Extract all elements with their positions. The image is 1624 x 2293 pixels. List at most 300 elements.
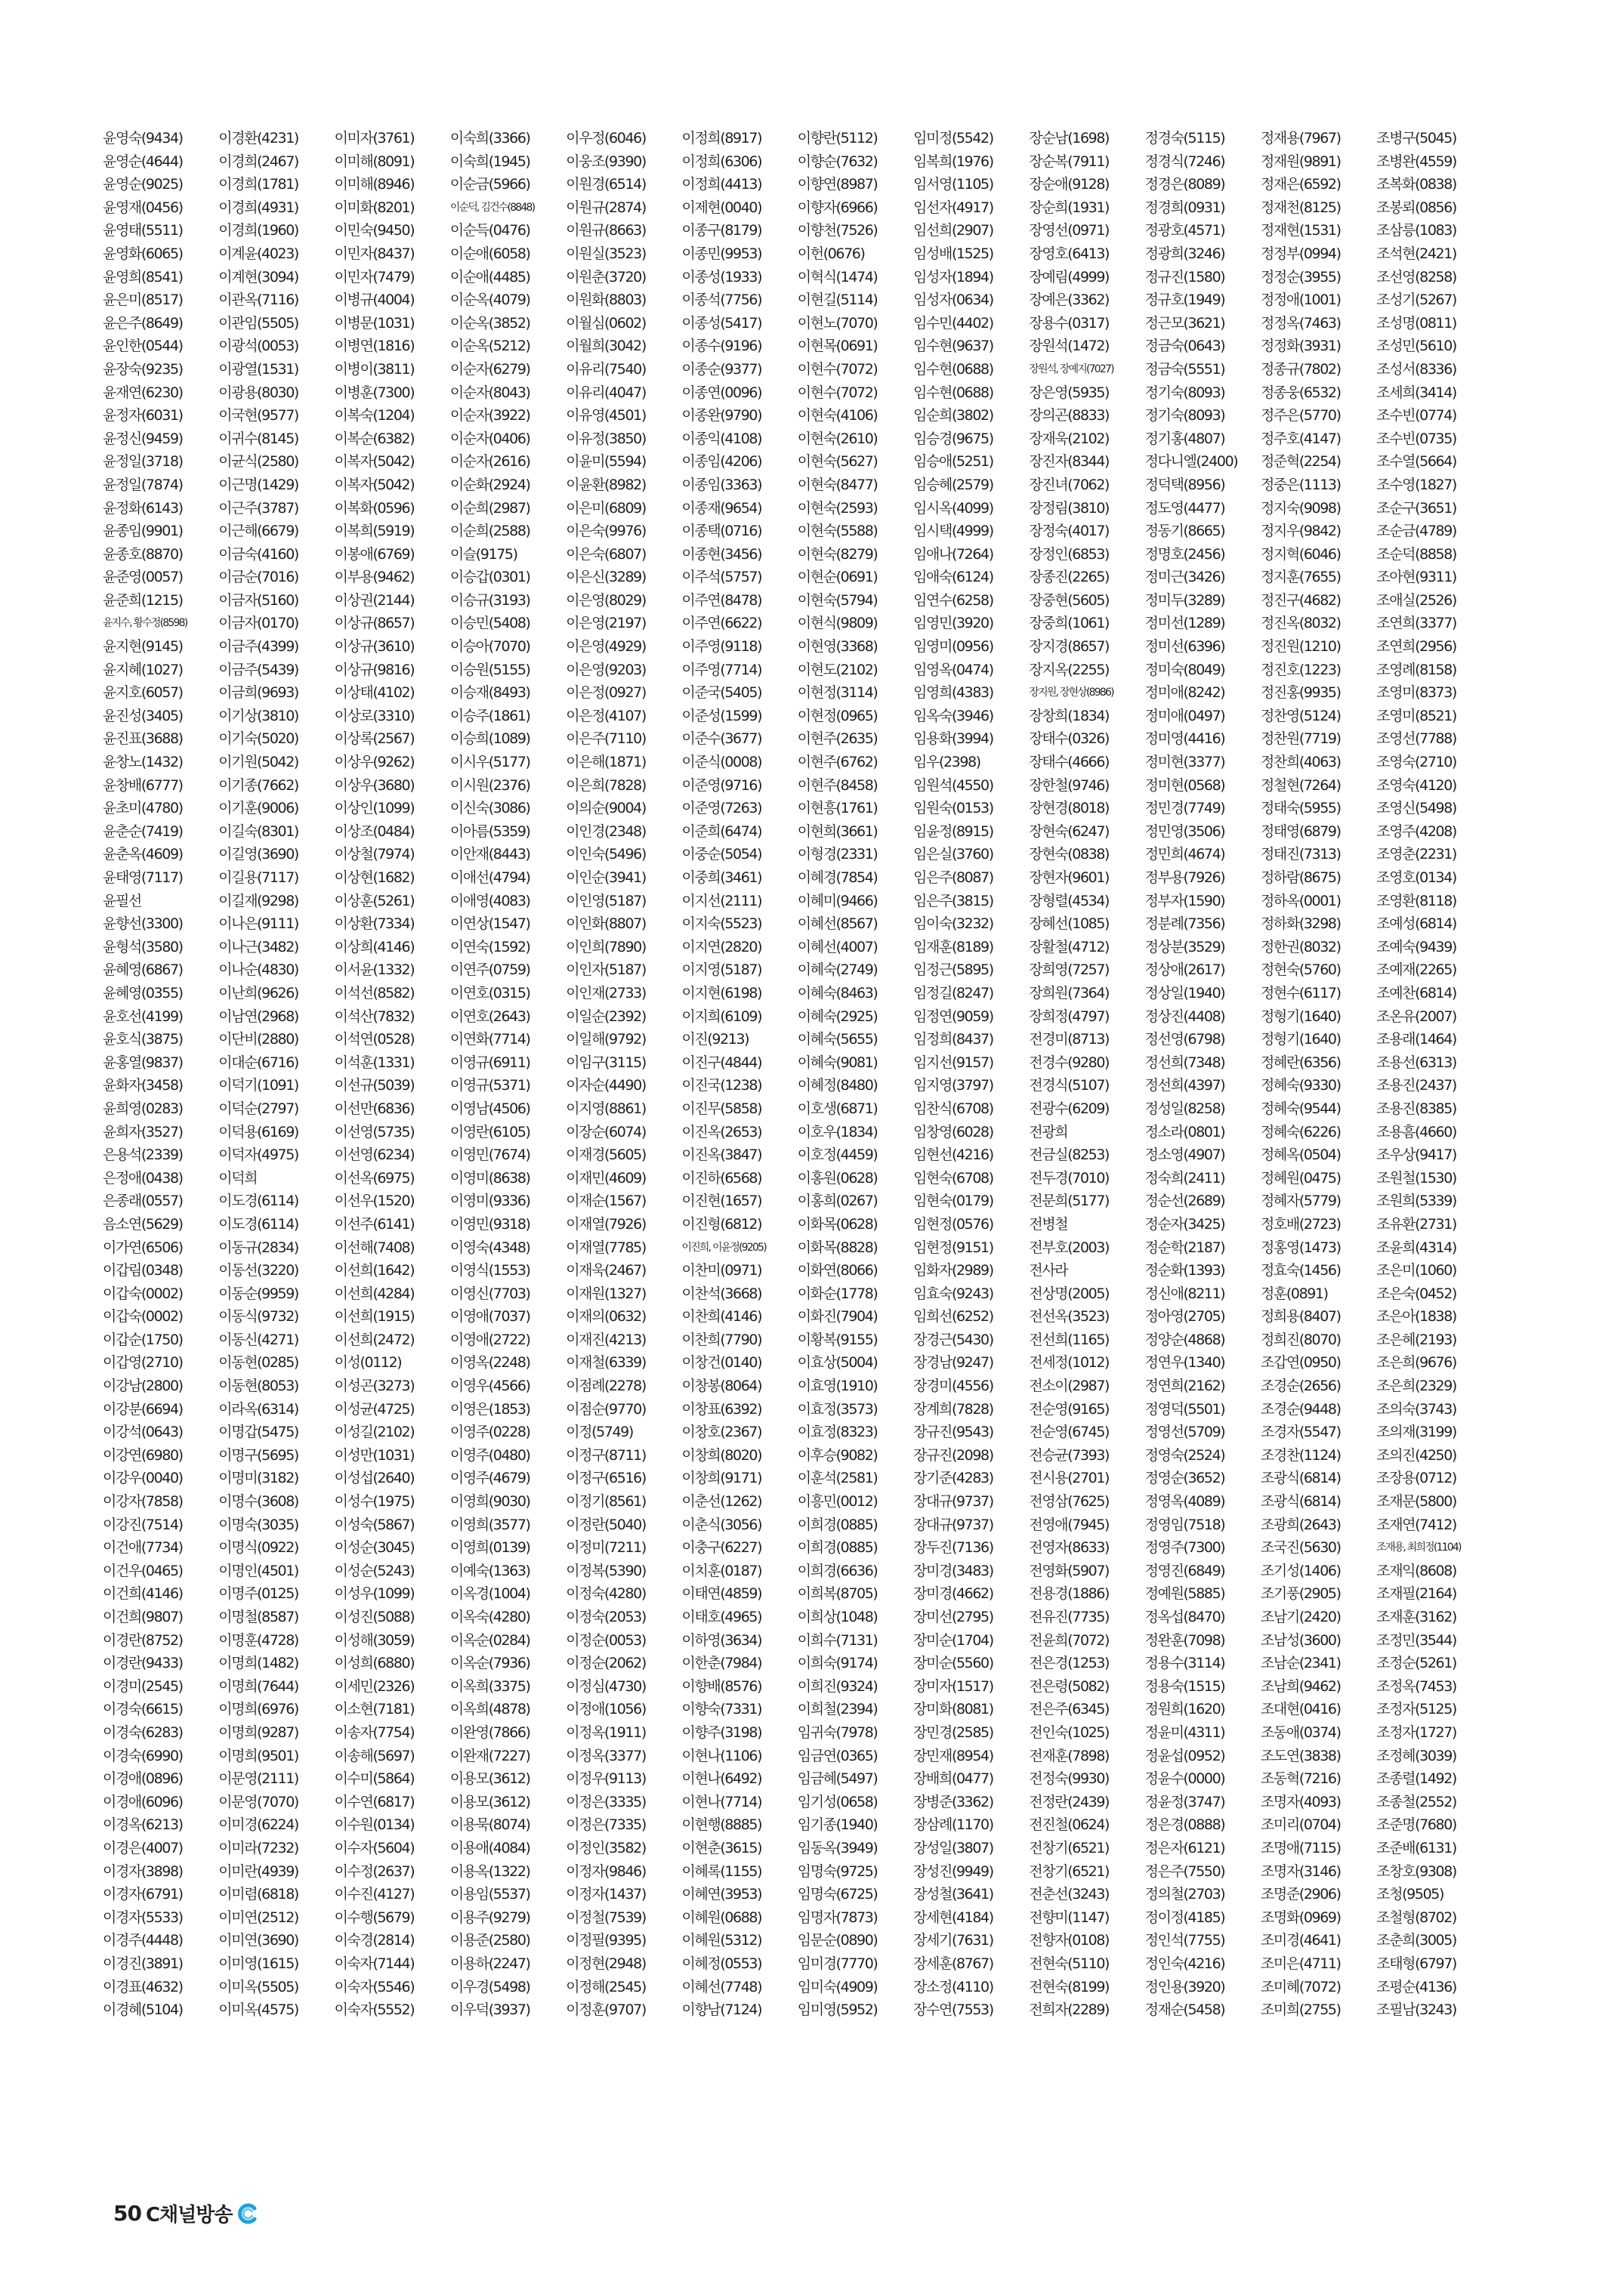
donor-entry: 이금주(4399) [218, 638, 298, 656]
donor-entry: 장대규(9737) [913, 1493, 993, 1511]
donor-entry: 이영미(8638) [449, 1169, 530, 1187]
donor-entry: 정훈(0891) [1260, 1285, 1328, 1302]
donor-entry: 이금순(7016) [218, 569, 298, 586]
donor-entry: 이재경(5605) [566, 1146, 646, 1164]
donor-entry: 임수현(0688) [913, 360, 993, 378]
donor-entry: 정순선(2689) [1144, 1193, 1225, 1210]
donor-entry: 이명주(0125) [218, 1585, 298, 1603]
donor-entry: 임영희(4383) [913, 684, 993, 702]
donor-entry: 이종성(5417) [681, 314, 762, 332]
donor-entry: 이유리(7540) [566, 360, 646, 378]
donor-entry: 이재열(7926) [566, 1215, 646, 1233]
donor-entry: 전희자(2289) [1029, 2001, 1110, 2019]
donor-entry: 이은미(6809) [566, 499, 646, 517]
donor-entry: 정경숙(5115) [1144, 130, 1225, 147]
donor-entry: 이성희(6880) [334, 1655, 415, 1672]
donor-entry: 윤준희(1215) [103, 591, 183, 609]
donor-entry: 조준명(7680) [1376, 1816, 1456, 1834]
donor-entry: 조예숙(9439) [1376, 938, 1456, 955]
donor-entry: 임명숙(6725) [797, 1886, 878, 1903]
donor-entry: 이하영(3634) [681, 1631, 762, 1649]
donor-entry: 이애영(4083) [449, 892, 530, 909]
donor-entry: 이정구(8711) [566, 1446, 646, 1464]
donor-entry: 이호생(6871) [797, 1100, 878, 1117]
donor-entry: 이현식(9809) [797, 615, 878, 632]
donor-entry: 조갑연(0950) [1260, 1354, 1341, 1372]
donor-entry: 이희경(0885) [797, 1539, 878, 1557]
donor-entry: 전승균(7393) [1029, 1446, 1110, 1464]
donor-entry: 이희수(7131) [797, 1631, 878, 1649]
donor-entry: 이정순(2062) [566, 1655, 646, 1672]
donor-entry: 이재민(4609) [566, 1169, 646, 1187]
donor-entry: 이균식(2580) [218, 453, 298, 471]
donor-entry: 조준배(6131) [1376, 1839, 1456, 1856]
donor-entry: 이성진(5088) [334, 1609, 415, 1625]
donor-entry: 음소연(5629) [103, 1215, 183, 1233]
donor-entry: 이현숙(5627) [797, 453, 878, 471]
donor-entry: 이혜선(4007) [797, 938, 878, 955]
donor-entry: 이종임(3363) [681, 476, 762, 493]
donor-entry: 이순옥(3852) [449, 314, 530, 332]
donor-entry: 조의숙(3743) [1376, 1400, 1456, 1418]
donor-entry: 정정애(1001) [1260, 292, 1341, 309]
donor-entry: 전인숙(1025) [1029, 1724, 1110, 1741]
donor-entry: 이주영(9118) [681, 638, 762, 656]
donor-entry: 이지희(6109) [681, 1008, 762, 1025]
donor-entry: 이상규(9816) [334, 661, 415, 678]
donor-entry: 이명수(3608) [218, 1493, 298, 1511]
donor-entry: 이광용(8030) [218, 384, 298, 401]
donor-entry: 이정자(1437) [566, 1886, 646, 1903]
donor-entry: 임애숙(6124) [913, 569, 993, 586]
donor-entry: 정지훈(7655) [1260, 569, 1341, 586]
donor-entry: 이남연(2968) [218, 1008, 298, 1025]
donor-entry: 이명훈(4728) [218, 1631, 298, 1649]
donor-entry: 임희선(6252) [913, 1308, 993, 1325]
donor-entry: 임승혜(2579) [913, 476, 993, 493]
donor-entry: 이정해(2545) [566, 1978, 646, 1995]
donor-entry: 이우정(6046) [566, 130, 646, 147]
donor-entry: 조재문(5800) [1376, 1493, 1456, 1511]
donor-entry: 장세훈(8767) [913, 1955, 993, 1972]
donor-entry: 정신애(8211) [1144, 1285, 1225, 1302]
donor-entry: 조경순(9448) [1260, 1400, 1341, 1418]
donor-entry: 장중현(5605) [1029, 591, 1110, 609]
donor-entry: 임순희(3802) [913, 407, 993, 424]
donor-entry: 윤화자(3458) [103, 1077, 183, 1094]
donor-entry: 이도경(6114) [218, 1215, 298, 1233]
donor-entry: 정분례(7356) [1144, 915, 1225, 933]
donor-entry: 이기상(3810) [218, 707, 298, 724]
donor-entry: 이지영(8861) [566, 1100, 646, 1117]
donor-entry: 이영민(9318) [449, 1215, 530, 1233]
donor-entry: 조용진(8385) [1376, 1100, 1456, 1117]
donor-entry: 이월심(0602) [566, 314, 646, 332]
donor-entry: 정하화(3298) [1260, 915, 1341, 933]
donor-entry: 장미경(3483) [913, 1562, 993, 1579]
donor-entry: 정혜숙(9330) [1260, 1077, 1341, 1094]
donor-entry: 이화목(0628) [797, 1215, 878, 1233]
donor-entry: 이현수(7072) [797, 360, 878, 378]
donor-entry: 전상명(2005) [1029, 1285, 1110, 1302]
donor-entry: 장미선(2795) [913, 1609, 993, 1625]
donor-entry: 이화진(7904) [797, 1308, 878, 1325]
donor-entry: 이유영(4501) [566, 407, 646, 424]
donor-entry: 이원경(6514) [566, 176, 646, 193]
donor-entry: 장용수(0317) [1029, 314, 1110, 332]
donor-entry: 이혜원(0688) [681, 1909, 762, 1926]
donor-entry: 전윤희(7072) [1029, 1631, 1110, 1649]
donor-entry: 이원실(3523) [566, 245, 646, 262]
donor-entry: 임미숙(4909) [797, 1978, 878, 1995]
donor-entry: 정인숙(4216) [1144, 1955, 1225, 1972]
donor-entry: 정기홍(4807) [1144, 430, 1225, 447]
donor-entry: 장정인(6853) [1029, 545, 1110, 563]
donor-entry: 이일순(2392) [566, 1008, 646, 1025]
donor-entry: 이제현(0040) [681, 199, 762, 216]
donor-entry: 이혜록(1155) [681, 1862, 762, 1880]
donor-entry: 이은숙(6807) [566, 545, 646, 563]
donor-entry: 정성일(8258) [1144, 1100, 1225, 1117]
donor-entry: 정인석(7755) [1144, 1932, 1225, 1949]
donor-entry: 이종연(0096) [681, 384, 762, 401]
donor-entry: 이동현(8053) [218, 1378, 298, 1395]
donor-entry: 장지원, 장현상(8986) [1029, 687, 1113, 699]
donor-entry: 조병구(5045) [1376, 130, 1456, 147]
donor-entry: 이현행(8885) [681, 1816, 762, 1834]
donor-entry: 이용임(5537) [449, 1886, 530, 1903]
donor-entry: 정명호(2456) [1144, 545, 1225, 563]
donor-entry: 전창기(6521) [1029, 1839, 1110, 1856]
donor-entry: 이광열(1531) [218, 360, 298, 378]
donor-entry: 이인자(5187) [566, 961, 646, 979]
donor-entry: 이창희(9171) [681, 1470, 762, 1487]
donor-entry: 조필남(3243) [1376, 2001, 1456, 2019]
donor-entry: 이선규(5039) [334, 1077, 415, 1094]
donor-entry: 이혜숙(2925) [797, 1008, 878, 1025]
donor-entry: 조철형(8702) [1376, 1909, 1456, 1926]
donor-entry: 임현선(4216) [913, 1146, 993, 1164]
donor-entry: 이길용(7117) [218, 869, 298, 886]
donor-entry: 이순애(4485) [449, 268, 530, 285]
donor-entry: 이경표(4632) [103, 1978, 183, 1995]
donor-entry: 이종익(4108) [681, 430, 762, 447]
donor-entry: 임귀숙(7978) [797, 1724, 878, 1741]
donor-entry: 장예은(3362) [1029, 292, 1110, 309]
donor-entry: 이경희(4931) [218, 199, 298, 216]
donor-entry: 장민경(2585) [913, 1724, 993, 1741]
donor-entry: 이숙자(5546) [334, 1978, 415, 1995]
donor-entry: 이현나(7714) [681, 1793, 762, 1810]
donor-entry: 정진호(1223) [1260, 661, 1341, 678]
name-column [1145, 127, 1261, 2022]
donor-entry: 정효숙(1456) [1260, 1262, 1341, 1279]
donor-entry: 이용모(3612) [449, 1793, 530, 1810]
donor-entry: 정형기(1640) [1260, 1031, 1341, 1048]
donor-entry: 정영임(7518) [1144, 1516, 1225, 1533]
donor-entry: 이근명(1429) [218, 476, 298, 493]
donor-entry: 이계현(3094) [218, 268, 298, 285]
donor-entry: 정규호(1949) [1144, 292, 1225, 309]
donor-entry: 정하람(8675) [1260, 869, 1341, 886]
donor-entry: 이순자(0406) [449, 430, 530, 447]
donor-entry: 조영신(5498) [1376, 800, 1456, 817]
donor-entry: 임정희(8437) [913, 1031, 993, 1048]
donor-entry: 이아름(5359) [449, 822, 530, 840]
donor-entry: 이나순(4830) [218, 961, 298, 979]
donor-entry: 임현정(0576) [913, 1215, 993, 1233]
donor-entry: 이경희(2467) [218, 153, 298, 170]
donor-entry: 이경환(4231) [218, 130, 298, 147]
donor-entry: 이선희(1915) [334, 1308, 415, 1325]
donor-entry: 조창호(9308) [1376, 1862, 1456, 1880]
donor-entry: 조원철(1530) [1376, 1169, 1456, 1187]
donor-entry: 정혜숙(9544) [1260, 1100, 1341, 1117]
donor-entry: 조수빈(0774) [1376, 407, 1456, 424]
donor-entry: 윤홍열(9837) [103, 1054, 183, 1071]
donor-entry: 이재철(6339) [566, 1354, 646, 1372]
donor-entry: 이경숙(6615) [103, 1701, 183, 1718]
donor-entry: 이창봉(8064) [681, 1378, 762, 1395]
name-column [566, 127, 681, 2022]
donor-entry: 조의진(4250) [1376, 1446, 1456, 1464]
donor-entry: 조연희(2956) [1376, 638, 1456, 656]
donor-entry: 정한권(8032) [1260, 938, 1341, 955]
donor-entry: 정준혁(2254) [1260, 453, 1341, 471]
donor-entry: 이성균(4725) [334, 1400, 415, 1418]
donor-entry: 조영례(8158) [1376, 661, 1456, 678]
donor-entry: 정영진(6849) [1144, 1562, 1225, 1579]
donor-entry: 임명자(7873) [797, 1909, 878, 1926]
donor-entry: 이성해(3059) [334, 1631, 415, 1649]
donor-entry: 전두경(7010) [1029, 1169, 1110, 1187]
donor-entry: 장미화(8081) [913, 1701, 993, 1718]
donor-entry: 이영주(0228) [449, 1424, 530, 1441]
donor-entry: 이향주(3198) [681, 1724, 762, 1741]
donor-entry: 이미라(7232) [218, 1839, 298, 1856]
donor-entry: 이복자(5042) [334, 476, 415, 493]
donor-entry: 조애실(2526) [1376, 591, 1456, 609]
donor-entry: 전병철 [1029, 1215, 1068, 1233]
donor-entry: 이현숙(2610) [797, 430, 878, 447]
donor-entry: 윤희자(3527) [103, 1123, 183, 1140]
donor-entry: 이명희(7644) [218, 1677, 298, 1695]
donor-entry: 장혜선(1085) [1029, 915, 1110, 933]
donor-entry: 조정자(5125) [1376, 1701, 1456, 1718]
donor-entry: 이미연(3690) [218, 1932, 298, 1949]
donor-entry: 정태영(6879) [1260, 822, 1341, 840]
donor-entry: 이관옥(7116) [218, 292, 298, 309]
donor-entry: 장은영(5935) [1029, 384, 1110, 401]
donor-entry: 윤혜영(6867) [103, 961, 183, 979]
donor-entry: 이정현(2948) [566, 1955, 646, 1972]
donor-entry: 조영춘(2231) [1376, 846, 1456, 863]
donor-entry: 조은희(2329) [1376, 1378, 1456, 1395]
donor-entry: 이향자(6966) [797, 199, 878, 216]
donor-entry: 이성수(1975) [334, 1493, 415, 1511]
donor-entry: 이금주(5439) [218, 661, 298, 678]
donor-entry: 이미옥(4575) [218, 2001, 298, 2019]
donor-entry: 이복희(5919) [334, 523, 415, 540]
donor-entry: 조경찬(1124) [1260, 1446, 1341, 1464]
donor-entry: 조정민(3544) [1376, 1631, 1456, 1649]
donor-entry: 이희진(9324) [797, 1677, 878, 1695]
donor-entry: 이민숙(9450) [334, 222, 415, 239]
donor-entry: 이승갑(0301) [449, 569, 530, 586]
name-column [1376, 127, 1492, 2022]
donor-entry: 이명숙(3035) [218, 1516, 298, 1533]
donor-entry: 이준영(9716) [681, 776, 762, 794]
donor-entry: 이진구(4844) [681, 1054, 762, 1071]
donor-entry: 이희숙(9174) [797, 1655, 878, 1672]
donor-entry: 이선영(5735) [334, 1123, 415, 1140]
donor-entry: 임미정(5542) [913, 130, 993, 147]
donor-entry: 조국진(5630) [1260, 1539, 1341, 1557]
donor-entry: 이진(9213) [681, 1031, 749, 1048]
donor-entry: 이영옥(2248) [449, 1354, 530, 1372]
donor-entry: 장경남(9247) [913, 1354, 993, 1372]
donor-entry: 윤지수, 황수정(8598) [103, 617, 187, 630]
donor-entry: 이영식(1553) [449, 1262, 530, 1279]
donor-entry: 이성곤(3273) [334, 1378, 415, 1395]
donor-entry: 임정길(8247) [913, 984, 993, 1001]
donor-entry: 임현정(9151) [913, 1239, 993, 1256]
donor-entry: 임수민(4402) [913, 314, 993, 332]
donor-entry: 정미근(3426) [1144, 569, 1225, 586]
donor-entry: 이영애(7037) [449, 1308, 530, 1325]
donor-entry: 정덕택(8956) [1144, 476, 1225, 493]
donor-entry: 정용수(3114) [1144, 1655, 1225, 1672]
donor-entry: 이진하(6568) [681, 1169, 762, 1187]
donor-entry: 장기준(4283) [913, 1470, 993, 1487]
donor-entry: 정형기(1640) [1260, 1008, 1341, 1025]
donor-entry: 이연상(1547) [449, 915, 530, 933]
donor-entry: 윤영태(5511) [103, 222, 183, 239]
donor-entry: 이미연(2512) [218, 1909, 298, 1926]
donor-entry: 조광식(6814) [1260, 1470, 1341, 1487]
donor-entry: 장현숙(0838) [1029, 846, 1110, 863]
donor-entry: 이도경(6114) [218, 1193, 298, 1210]
donor-entry: 이용옥(1322) [449, 1862, 530, 1880]
donor-entry: 이창희(8020) [681, 1446, 762, 1464]
donor-entry: 이성(0112) [334, 1354, 402, 1372]
donor-entry: 정민희(4674) [1144, 846, 1225, 863]
donor-entry: 이동신(4271) [218, 1331, 298, 1348]
donor-entry: 이정란(5040) [566, 1516, 646, 1533]
donor-entry: 이대순(6716) [218, 1054, 298, 1071]
donor-entry: 이건희(9807) [103, 1609, 183, 1625]
donor-entry: 이유리(4047) [566, 384, 646, 401]
donor-entry: 이병규(4004) [334, 292, 415, 309]
donor-entry: 이덕희 [218, 1169, 258, 1187]
donor-entry: 조기풍(2905) [1260, 1585, 1341, 1603]
donor-entry: 이갑림(0348) [103, 1262, 183, 1279]
donor-entry: 이혜정(0553) [681, 1955, 762, 1972]
donor-entry: 이후승(9082) [797, 1446, 878, 1464]
donor-entry: 은종래(0557) [103, 1193, 183, 1210]
donor-entry: 이애선(4794) [449, 869, 530, 886]
donor-entry: 정동기(8665) [1144, 523, 1225, 540]
donor-entry: 조연희(3377) [1376, 615, 1456, 632]
donor-entry: 이용모(3612) [449, 1770, 530, 1788]
donor-entry: 이옥희(3375) [449, 1677, 530, 1695]
donor-entry: 이상규(3610) [334, 638, 415, 656]
donor-entry: 이순금(5966) [449, 176, 530, 193]
donor-entry: 장태수(4666) [1029, 754, 1110, 771]
donor-entry: 정은주(7550) [1144, 1862, 1225, 1880]
donor-entry: 이현흥(1761) [797, 800, 878, 817]
donor-entry: 이점례(2278) [566, 1378, 646, 1395]
donor-entry: 이정훈(9707) [566, 2001, 646, 2019]
donor-entry: 이홍원(0628) [797, 1169, 878, 1187]
donor-entry: 이선옥(6975) [334, 1169, 415, 1187]
donor-entry: 이갑숙(0002) [103, 1285, 183, 1302]
donor-entry: 정혜원(0475) [1260, 1169, 1341, 1187]
donor-entry: 이종재(9654) [681, 499, 762, 517]
donor-entry: 정미영(4416) [1144, 730, 1225, 748]
donor-entry: 조영미(8373) [1376, 684, 1456, 702]
donor-entry: 정재은(6592) [1260, 176, 1341, 193]
donor-entry: 이효영(1910) [797, 1378, 878, 1395]
donor-entry: 장소정(4110) [913, 1978, 993, 1995]
donor-entry: 임성자(0634) [913, 292, 993, 309]
donor-entry: 장민재(8954) [913, 1747, 993, 1764]
donor-entry: 이화순(1778) [797, 1285, 878, 1302]
donor-entry: 이민자(7479) [334, 268, 415, 285]
donor-entry: 이석훈(1331) [334, 1054, 415, 1071]
name-column [103, 127, 218, 2022]
donor-entry: 이송자(7754) [334, 1724, 415, 1741]
donor-entry: 장창희(1834) [1029, 707, 1110, 724]
name-column [913, 127, 1029, 2022]
donor-entry: 정미두(3289) [1144, 591, 1225, 609]
donor-entry: 임지선(9157) [913, 1054, 993, 1071]
donor-entry: 임화자(2989) [913, 1262, 993, 1279]
donor-entry: 임미영(5952) [797, 2001, 878, 2019]
donor-entry: 조동애(0374) [1260, 1724, 1341, 1741]
donor-entry: 정찬영(5124) [1260, 707, 1341, 724]
donor-entry: 장순희(1931) [1029, 199, 1110, 216]
donor-entry: 이석연(0528) [334, 1031, 415, 1048]
donor-entry: 이병연(1816) [334, 338, 415, 355]
donor-entry: 이수연(6817) [334, 1793, 415, 1810]
donor-entry: 이수정(2637) [334, 1862, 415, 1880]
donor-entry: 장희원(7364) [1029, 984, 1110, 1001]
donor-entry: 이명인(4501) [218, 1562, 298, 1579]
donor-entry: 이호우(1834) [797, 1123, 878, 1140]
name-column [1029, 127, 1144, 2022]
donor-entry: 이점순(9770) [566, 1400, 646, 1418]
donor-entry: 윤춘옥(4609) [103, 846, 183, 863]
donor-entry: 전사라 [1029, 1262, 1068, 1279]
donor-entry: 정윤정(3747) [1144, 1793, 1225, 1810]
donor-entry: 조남순(2341) [1260, 1655, 1341, 1672]
donor-entry: 조경순(2656) [1260, 1378, 1341, 1395]
donor-entry: 장수연(7553) [913, 2001, 993, 2019]
donor-entry: 장대규(9737) [913, 1516, 993, 1533]
donor-entry: 이은영(8029) [566, 591, 646, 609]
donor-entry: 이지숙(5523) [681, 915, 762, 933]
donor-entry: 임서영(1105) [913, 176, 993, 193]
donor-entry: 이미영(1615) [218, 1955, 298, 1972]
donor-entry: 윤지호(6057) [103, 684, 183, 702]
donor-entry: 이은영(9203) [566, 661, 646, 678]
donor-entry: 이은희(7828) [566, 776, 646, 794]
donor-entry: 장규진(9543) [913, 1424, 993, 1441]
donor-entry: 정순자(3425) [1144, 1215, 1225, 1233]
donor-entry: 조윤희(4314) [1376, 1239, 1456, 1256]
donor-entry: 이영희(3577) [449, 1516, 530, 1533]
